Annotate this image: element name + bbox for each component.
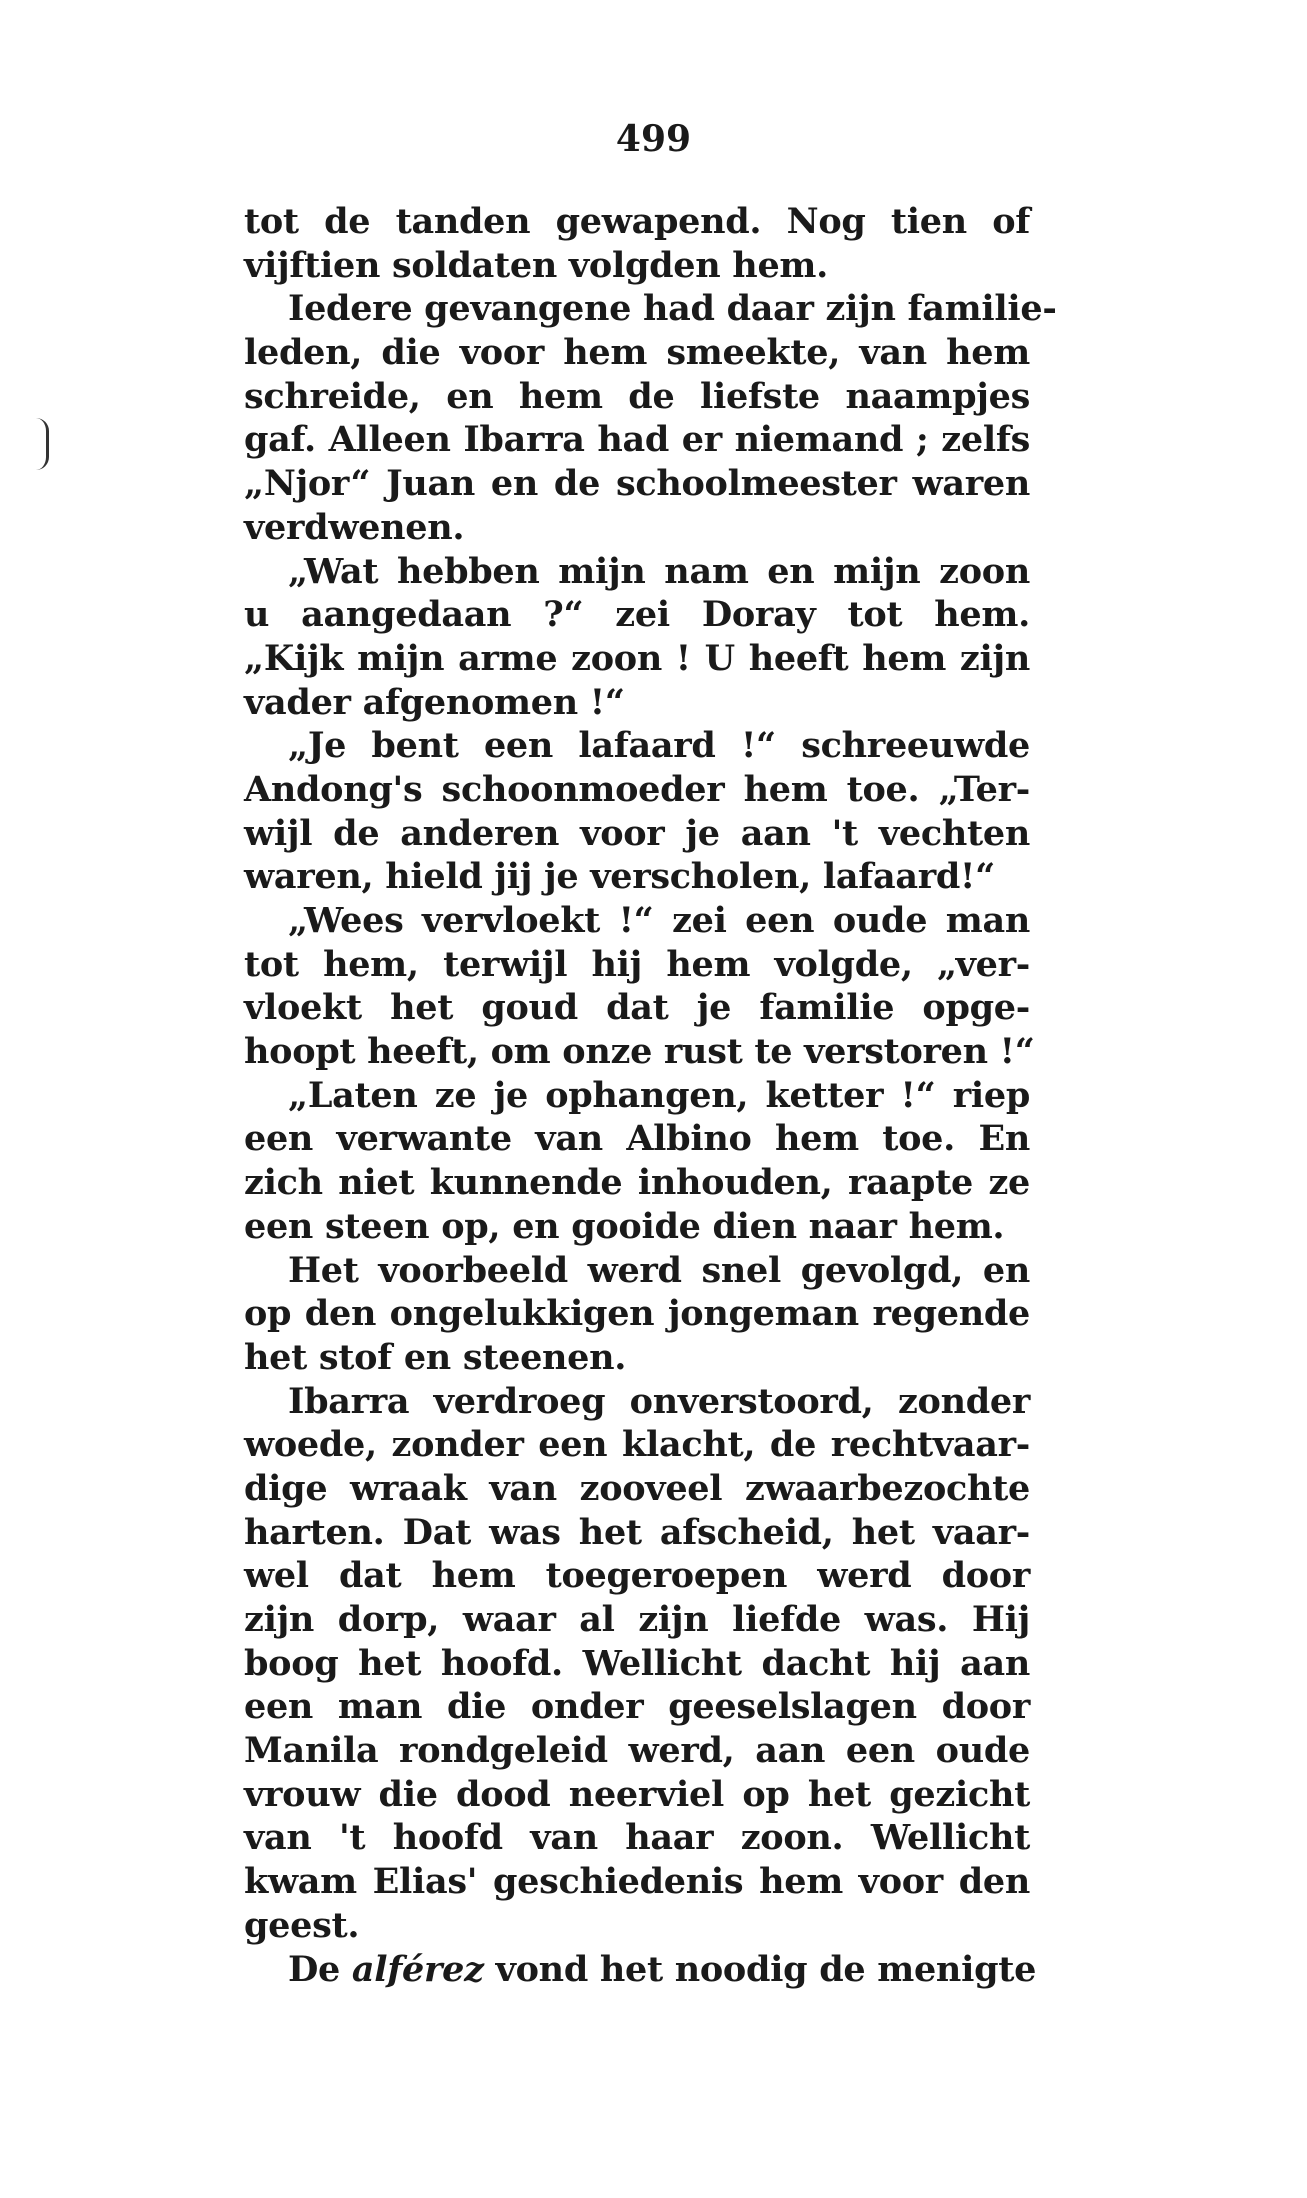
text-line: u aangedaan ?“ zei Doray tot hem.: [244, 594, 1030, 636]
text-line: leden, die voor hem smeekte, van hem: [244, 332, 1030, 374]
text-line: „Njor“ Juan en de schoolmeester waren: [244, 463, 1030, 505]
text-line: het stof en steenen.: [244, 1336, 627, 1378]
text-line: Het voorbeeld werd snel gevolgd, en: [288, 1249, 1030, 1291]
text-line: verdwenen.: [244, 506, 465, 548]
text-line: vijftien soldaten volgden hem.: [244, 244, 829, 286]
text-line-final: [244, 1948, 1037, 1992]
text-line: gaf. Alleen Ibarra had er niemand ; zelfs: [244, 419, 1030, 461]
text-line: Manila rondgeleid werd, aan een oude: [244, 1730, 1030, 1772]
text-line: vader afgenomen !“: [244, 681, 625, 723]
text-line: een man die onder geeselslagen door: [244, 1686, 1030, 1728]
italic-word: alférez: [351, 1948, 484, 1990]
text-line: hoopt heeft, om onze rust te verstoren !“: [244, 1031, 1035, 1073]
text-line: „Laten ze je ophangen, ketter !“ riep: [288, 1074, 1030, 1116]
text-line: „Kijk mijn arme zoon ! U heeft hem zijn: [244, 637, 1030, 679]
text-line: vloekt het goud dat je familie opge-: [244, 987, 1030, 1029]
text-line: „Wees vervloekt !“ zei een oude man: [288, 900, 1030, 941]
text-line: harten. Dat was het afscheid, het vaar-: [244, 1511, 1030, 1553]
text-line: geest.: [244, 1904, 360, 1946]
text-line: een steen op, en gooide dien naar hem.: [244, 1205, 1005, 1247]
text-line: zijn dorp, waar al zijn liefde was. Hij: [244, 1599, 1030, 1640]
body-text: [244, 200, 1057, 1991]
text-fragment: vond het noodig de menigte: [483, 1948, 1037, 1990]
text-line: Iedere gevangene had daar zijn familie-: [288, 288, 1057, 330]
text-line: Ibarra verdroeg onverstoord, zonder: [288, 1380, 1030, 1422]
text-line: een verwante van Albino hem toe. En: [244, 1118, 1030, 1160]
text-line: „Je bent een lafaard !“ schreeuwde: [288, 725, 1030, 767]
text-line: boog het hoofd. Wellicht dacht hij aan: [244, 1642, 1030, 1684]
text-line: dige wraak van zooveel zwaarbezochte: [244, 1467, 1030, 1509]
text-line: tot de tanden gewapend. Nog tien of: [244, 201, 1030, 242]
margin-bracket-mark: [36, 418, 49, 470]
text-line: wijl de anderen voor je aan 't vechten: [244, 812, 1030, 854]
text-line: vrouw die dood neerviel op het gezicht: [244, 1773, 1030, 1815]
text-line: Andong's schoonmoeder hem toe. „Ter-: [244, 768, 1030, 810]
text-line: waren, hield jij je verscholen, lafaard!“: [244, 856, 995, 898]
text-line: „Wat hebben mijn nam en mijn zoon: [288, 550, 1030, 592]
page-number: 499: [615, 118, 692, 160]
text-line: kwam Elias' geschiedenis hem voor den: [244, 1861, 1030, 1903]
text-line: tot hem, terwijl hij hem volgde, „ver-: [244, 943, 1030, 985]
text-fragment: De: [288, 1948, 352, 1990]
text-line: van 't hoofd van haar zoon. Wellicht: [244, 1817, 1030, 1859]
text-line: schreide, en hem de liefste naampjes: [244, 375, 1030, 417]
text-line: woede, zonder een klacht, de rechtvaar-: [244, 1424, 1030, 1466]
text-line: wel dat hem toegeroepen werd door: [244, 1555, 1030, 1597]
text-line: op den ongelukkigen jongeman regende: [244, 1293, 1030, 1335]
text-line: zich niet kunnende inhouden, raapte ze: [244, 1162, 1030, 1204]
